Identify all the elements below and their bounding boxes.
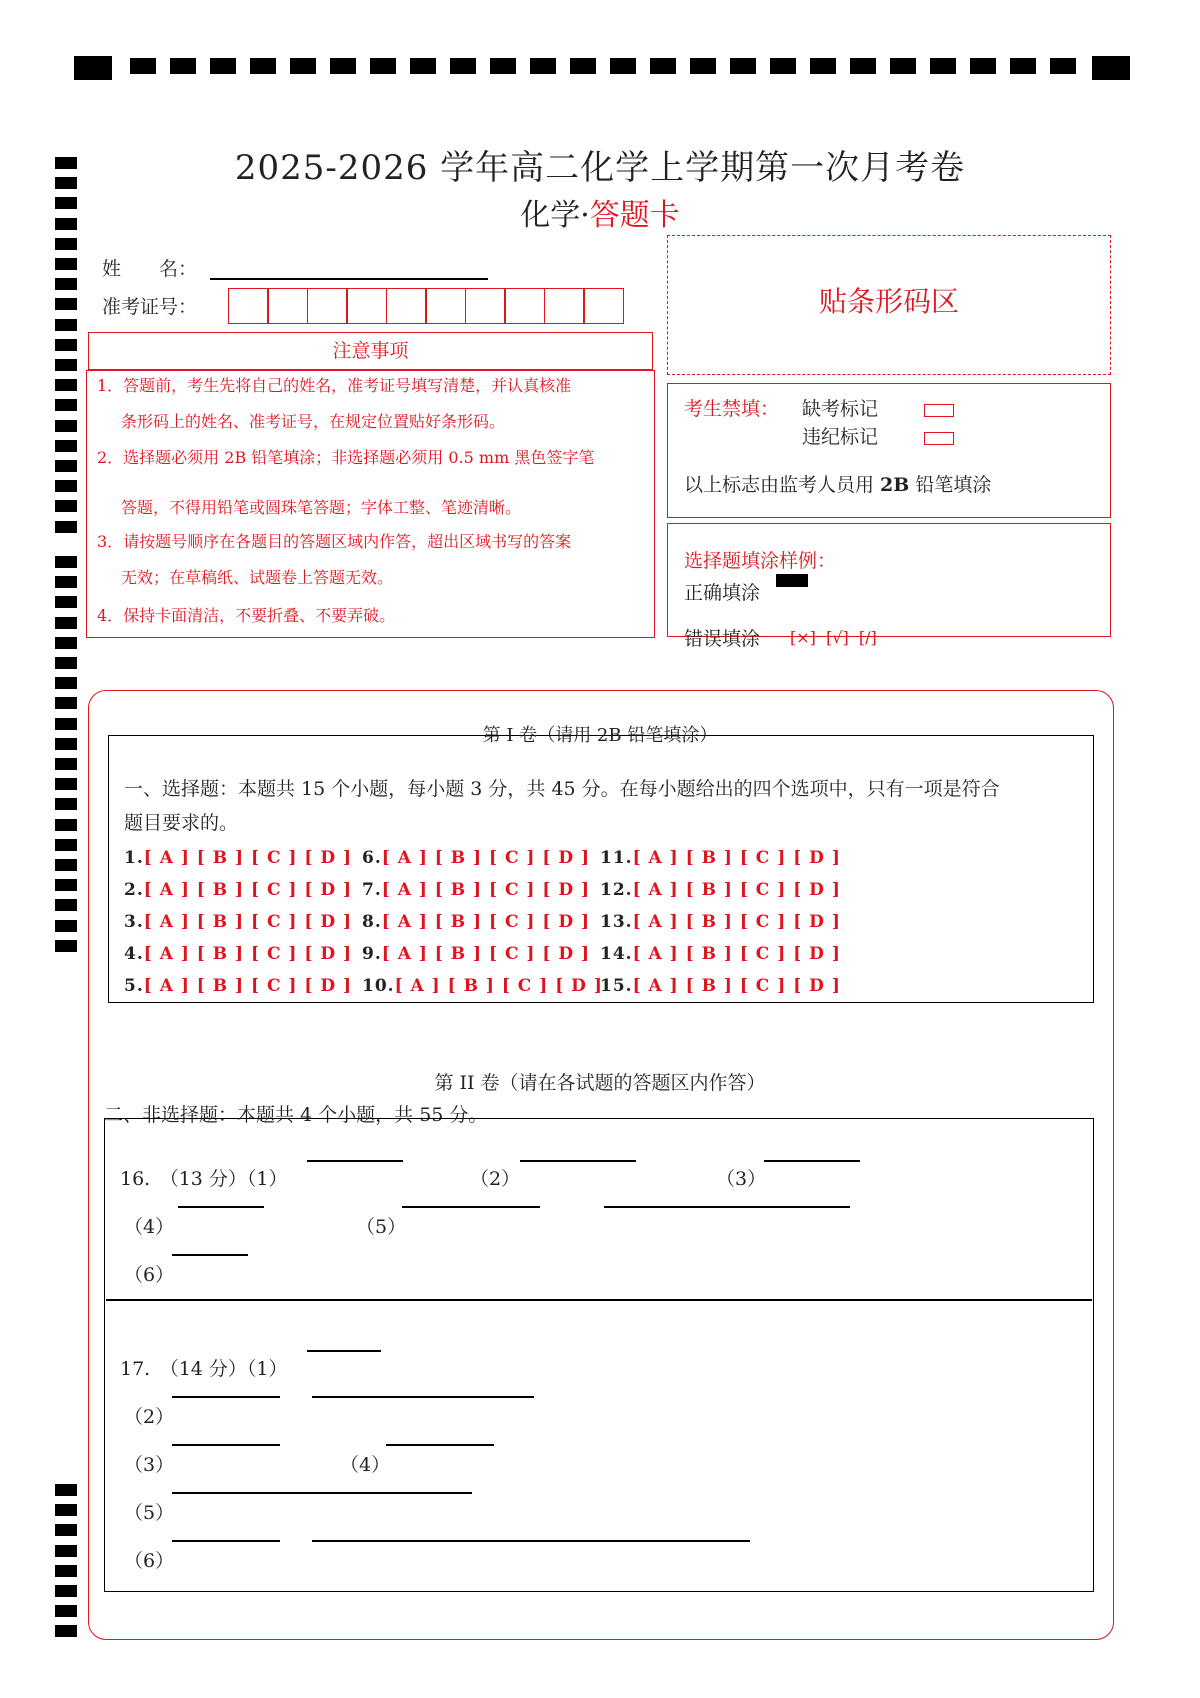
part1-heading — [0, 721, 1200, 747]
exam-id-digit-box[interactable] — [228, 288, 269, 324]
absent-label: 缺考标记 — [802, 398, 879, 420]
exam-id-digit-box[interactable] — [425, 288, 466, 324]
q16-part4: （4） — [124, 1216, 175, 1238]
timing-mark — [55, 879, 77, 891]
timing-mark — [55, 480, 77, 492]
proctor-note — [684, 470, 991, 497]
q17-part3: （3） — [124, 1454, 175, 1476]
timing-mark — [55, 920, 77, 932]
absent-checkbox[interactable] — [924, 404, 954, 417]
page-title: 2025-2026 学年高二化学上学期第一次月考卷 — [234, 148, 966, 188]
timing-mark — [55, 258, 77, 270]
timing-mark — [55, 1524, 77, 1536]
choice-options[interactable]: [ A ] [ B ] [ C ] [ D ] — [632, 880, 841, 900]
fill-example-box — [667, 523, 1111, 650]
timing-mark — [55, 399, 77, 411]
choice-options[interactable]: [ A ] [ B ] [ C ] [ D ] — [632, 912, 841, 932]
notice-item: 答题，不得用铅笔或圆珠笔答题；字体工整、笔迹清晰。 — [121, 498, 522, 517]
choice-row-q5[interactable] — [124, 976, 352, 996]
timing-mark — [55, 657, 77, 669]
q17-answer-2a[interactable] — [172, 1396, 280, 1398]
choice-options[interactable]: [ A ] [ B ] [ C ] [ D ] — [381, 912, 591, 932]
choice-row-q1[interactable] — [124, 848, 352, 868]
q16-answer-2[interactable] — [520, 1160, 636, 1162]
exam-id-digit-box[interactable] — [346, 288, 387, 324]
q17-answer-1[interactable] — [307, 1350, 381, 1352]
exam-id-digit-box[interactable] — [504, 288, 545, 324]
fill-example-title: 选择题填涂样例： — [684, 550, 837, 572]
timing-mark — [55, 677, 77, 689]
subtitle — [0, 190, 1200, 234]
choice-row-q8[interactable] — [362, 912, 590, 932]
choice-options[interactable]: [ A ] [ B ] [ C ] [ D ] — [143, 944, 353, 964]
choice-row-q10[interactable] — [362, 976, 603, 996]
question-number: 12. — [600, 880, 633, 900]
timing-mark — [55, 500, 77, 512]
q16-answer-5a[interactable] — [402, 1206, 540, 1208]
choice-row-q2[interactable] — [124, 880, 352, 900]
choice-row-q4[interactable] — [124, 944, 352, 964]
notice-item: 2．选择题必须用 2B 铅笔填涂；非选择题必须用 0.5 mm 黑色签字笔 — [97, 448, 595, 467]
timing-mark — [55, 1605, 77, 1617]
timing-mark — [55, 359, 77, 371]
choice-options[interactable]: [ A ] [ B ] [ C ] [ D ] — [381, 880, 591, 900]
part1-instruction-2: 题目要求的。 — [124, 812, 239, 834]
choice-row-q9[interactable] — [362, 944, 590, 964]
notice-header — [88, 332, 653, 370]
timing-mark — [55, 440, 77, 452]
timing-mark — [55, 298, 77, 310]
proctor-note-bold: 2B — [880, 474, 910, 496]
question-number: 10. — [362, 976, 395, 996]
q17-head: 17. （14 分）（1） — [120, 1358, 288, 1380]
proctor-note-suffix: 铅笔填涂 — [909, 474, 992, 496]
q17-answer-5[interactable] — [172, 1492, 472, 1494]
exam-id-boxes[interactable] — [229, 288, 624, 324]
notice-body — [86, 370, 655, 638]
timing-mark — [55, 379, 77, 391]
q16-head: 16. （13 分）（1） — [120, 1168, 288, 1190]
q17-part6: （6） — [124, 1550, 175, 1572]
q17-part5: （5） — [124, 1502, 175, 1524]
timing-mark — [55, 859, 77, 871]
timing-mark — [55, 1484, 77, 1496]
choice-row-q3[interactable] — [124, 912, 352, 932]
exam-id-label: 准考证号： — [102, 296, 198, 318]
choice-row-q12[interactable] — [600, 880, 841, 900]
q16-answer-1[interactable] — [307, 1160, 403, 1162]
correct-fill-label: 正确填涂 — [684, 582, 761, 604]
q17-part2: （2） — [124, 1406, 175, 1428]
notice-item: 4．保持卡面清洁，不要折叠、不要弄破。 — [97, 606, 396, 625]
timing-mark — [55, 238, 77, 250]
q17-answer-3[interactable] — [172, 1444, 280, 1446]
timing-mark — [55, 1585, 77, 1597]
proctor-note-prefix: 以上标志由监考人员用 — [684, 474, 881, 496]
question-number: 8. — [362, 912, 382, 932]
q17-answer-6a[interactable] — [172, 1540, 280, 1542]
q16-answer-5b[interactable] — [604, 1206, 850, 1208]
q16-part2: （2） — [470, 1168, 521, 1190]
choice-row-q11[interactable] — [600, 848, 841, 868]
question-number: 4. — [124, 944, 144, 964]
timing-mark — [55, 596, 77, 608]
choice-options[interactable]: [ A ] [ B ] [ C ] [ D ] — [143, 912, 353, 932]
q17-answer-6b[interactable] — [312, 1540, 750, 1542]
question-number: 15. — [600, 976, 633, 996]
exam-id-digit-box[interactable] — [267, 288, 308, 324]
timing-mark — [55, 576, 77, 588]
q16-part5: （5） — [356, 1216, 407, 1238]
timing-mark — [55, 758, 77, 770]
timing-mark — [55, 1565, 77, 1577]
q16-part6: （6） — [124, 1264, 175, 1286]
subtitle-subject: 化学· — [520, 198, 590, 233]
timing-mark — [55, 697, 77, 709]
exam-id-digit-box[interactable] — [465, 288, 506, 324]
q16-part3: （3） — [716, 1168, 767, 1190]
timing-mark — [55, 460, 77, 472]
notice-item: 无效；在草稿纸、试题卷上答题无效。 — [121, 568, 394, 587]
choice-options[interactable]: [ A ] [ B ] [ C ] [ D ] — [143, 880, 353, 900]
question-number: 1. — [124, 848, 144, 868]
timing-mark — [55, 617, 77, 629]
timing-mark — [55, 819, 77, 831]
q16-answer-3[interactable] — [764, 1160, 860, 1162]
notice-item: 3．请按题号顺序在各题目的答题区域内作答，超出区域书写的答案 — [97, 532, 572, 551]
part1-heading-text: 第 I 卷（请用 2B 铅笔填涂） — [482, 725, 718, 746]
violation-label: 违纪标记 — [802, 426, 879, 448]
timing-mark — [55, 940, 77, 952]
exam-id-digit-box[interactable] — [544, 288, 585, 324]
notice-item: 条形码上的姓名、准考证号，在规定位置贴好条形码。 — [121, 412, 506, 431]
timing-mark — [55, 420, 77, 432]
choice-options[interactable]: [ A ] [ B ] [ C ] [ D ] — [381, 848, 591, 868]
choice-row-q14[interactable] — [600, 944, 841, 964]
choice-row-q13[interactable] — [600, 912, 841, 932]
question-number: 6. — [362, 848, 382, 868]
choice-options[interactable]: [ A ] [ B ] [ C ] [ D ] — [632, 976, 841, 996]
choice-options[interactable]: [ A ] [ B ] [ C ] [ D ] — [632, 944, 841, 964]
timing-mark — [55, 1545, 77, 1557]
timing-mark — [55, 899, 77, 911]
subtitle-card: 答题卡 — [589, 198, 680, 233]
question-number: 13. — [600, 912, 633, 932]
wrong-fill-marks: [×] [√] [∕] — [790, 628, 877, 647]
part2-heading: 第 II 卷（请在各试题的答题区内作答） — [434, 1072, 766, 1094]
violation-checkbox[interactable] — [924, 432, 954, 445]
q16-answer-6[interactable] — [172, 1254, 248, 1256]
name-label: 姓 名： — [102, 258, 198, 280]
timing-mark — [55, 778, 77, 790]
wrong-fill-label: 错误填涂 — [684, 628, 761, 650]
choice-row-q7[interactable] — [362, 880, 590, 900]
choice-options[interactable]: [ A ] [ B ] [ C ] [ D ] — [143, 976, 353, 996]
timing-mark — [55, 637, 77, 649]
choice-row-q15[interactable] — [600, 976, 841, 996]
name-field[interactable] — [210, 278, 488, 280]
proctor-box — [667, 383, 1111, 518]
timing-mark — [55, 839, 77, 851]
timing-mark — [55, 1504, 77, 1516]
timing-mark — [55, 798, 77, 810]
question-number: 9. — [362, 944, 382, 964]
q17-answer-4[interactable] — [386, 1444, 494, 1446]
choice-options[interactable]: [ A ] [ B ] [ C ] [ D ] — [632, 848, 841, 868]
question-number: 2. — [124, 880, 144, 900]
question-number: 5. — [124, 976, 144, 996]
exam-id-digit-box[interactable] — [583, 288, 624, 324]
timing-mark — [55, 556, 77, 568]
correct-fill-sample — [776, 574, 808, 587]
question-number: 3. — [124, 912, 144, 932]
part1-instruction-1: 一、选择题：本题共 15 个小题，每小题 3 分，共 45 分。在每小题给出的四个选项中，只有一项是符合 — [124, 778, 1000, 800]
proctor-label: 考生禁填： — [684, 398, 780, 420]
q-divider — [106, 1299, 1092, 1301]
question-number: 7. — [362, 880, 382, 900]
q17-part4: （4） — [340, 1454, 391, 1476]
q17-answer-2b[interactable] — [312, 1396, 534, 1398]
timing-mark — [55, 339, 77, 351]
timing-mark — [55, 319, 77, 331]
timing-mark — [55, 278, 77, 290]
q16-answer-4[interactable] — [178, 1206, 264, 1208]
barcode-label: 贴条形码区 — [818, 285, 959, 318]
timing-mark — [55, 1625, 77, 1637]
choice-row-q6[interactable] — [362, 848, 590, 868]
notice-item: 1．答题前，考生先将自己的姓名，准考证号填写清楚，并认真核准 — [97, 376, 572, 395]
choice-options[interactable]: [ A ] [ B ] [ C ] [ D ] — [381, 944, 591, 964]
exam-id-digit-box[interactable] — [386, 288, 427, 324]
choice-options[interactable]: [ A ] [ B ] [ C ] [ D ] — [394, 976, 603, 996]
choice-options[interactable]: [ A ] [ B ] [ C ] [ D ] — [143, 848, 353, 868]
notice-title: 注意事项 — [332, 340, 409, 362]
barcode-area — [667, 235, 1111, 375]
question-number: 11. — [600, 848, 633, 868]
part2-instruction: 二、非选择题：本题共 4 个小题，共 55 分。 — [104, 1104, 488, 1126]
exam-id-digit-box[interactable] — [307, 288, 348, 324]
question-number: 14. — [600, 944, 633, 964]
timing-mark — [55, 521, 77, 533]
